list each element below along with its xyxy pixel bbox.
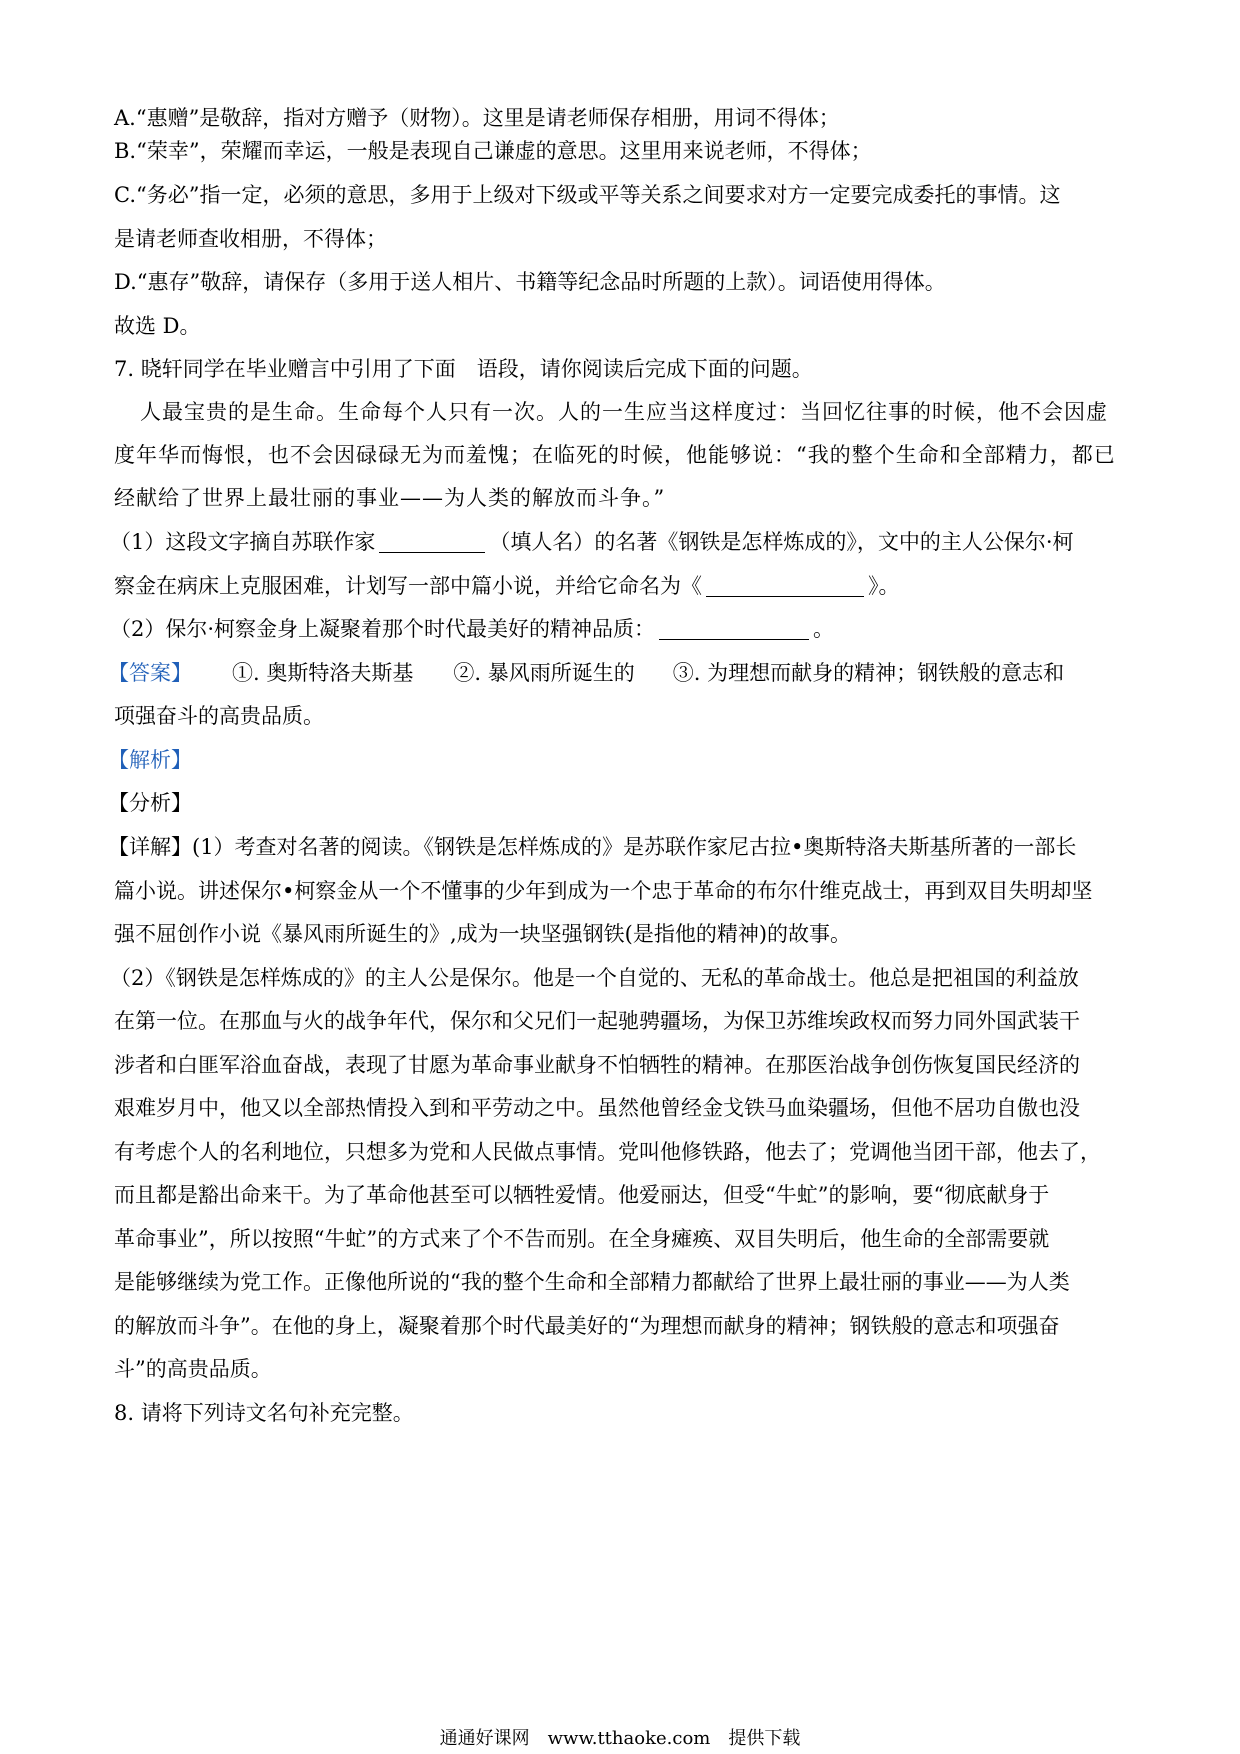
detail-line: 强不屈创作小说《暴风雨所诞生的》,成为一块坚强钢铁(是指他的精神)的故事。 (114, 922, 852, 946)
detail-line: 【详解】(1）考查对名著的阅读。《钢铁是怎样炼成的》是苏联作家尼古拉•奥斯特洛夫斯基所著的一部长 (108, 835, 1077, 859)
quote-line: 经献给了世界上最壮丽的事业——为人类的解放而斗争。” (114, 486, 666, 510)
detail-line: 革命事业”，所以按照“牛虻”的方式来了个不告而别。在全身瘫痪、双目失明后，他生命的全部需要就 (114, 1227, 1050, 1251)
quote-line: 度年华而悔恨，也不会因碌碌无为而羞愧；在临死的时候，他能够说：“我的整个生命和全部精力，都已 (114, 443, 1116, 467)
question-7-stem: 7. 晓轩同学在毕业赠言中引用了下面 语段，请你阅读后完成下面的问题。 (114, 357, 813, 381)
sub-question-1-text: （1）这段文字摘自苏联作家 (110, 530, 376, 554)
sub-question-1-text: （填人名）的名著《钢铁是怎样炼成的》，文中的主人公保尔·柯 (489, 530, 1074, 554)
answer-line (108, 658, 1064, 688)
sub-question-2-text: （2）保尔·柯察金身上凝聚着那个时代最美好的精神品质： (110, 617, 656, 641)
detail-line: （2）《钢铁是怎样炼成的》的主人公是保尔。他是一个自觉的、无私的革命战士。他总是把祖国的利益放 (110, 966, 1079, 990)
option-c-explanation: C.“务必”指一定，必须的意思，多用于上级对下级或平等关系之间要求对方一定要完成委托的事情。这 (114, 183, 1061, 207)
sub-question-1 (110, 527, 1074, 557)
answer-item-2: ②. 暴风雨所诞生的 (453, 661, 635, 685)
author-blank[interactable] (379, 530, 485, 553)
detail-line: 斗”的高贵品质。 (114, 1357, 272, 1381)
sub-question-1-cont (114, 571, 900, 601)
detail-line: 而且都是豁出命来干。为了革命他甚至可以牺牲爱情。他爱丽达，但受“牛虻”的影响，要“彻底献身于 (114, 1183, 1050, 1207)
sub-question-2-text: 。 (813, 617, 835, 641)
question-8-stem: 8. 请将下列诗文名句补充完整。 (114, 1401, 414, 1425)
answer-item-3: ③. 为理想而献身的精神；钢铁般的意志和 (672, 661, 1065, 685)
fenxi-tag: 【分析】 (108, 791, 192, 815)
sub-question-1-text: 》。 (868, 574, 900, 598)
detail-line: 在第一位。在那血与火的战争年代，保尔和父兄们一起驰骋疆场，为保卫苏维埃政权而努力同外国武装干 (114, 1009, 1080, 1033)
quote-line: 人最宝贵的是生命。生命每个人只有一次。人的一生应当这样度过：当回忆往事的时候，他不会因虚 (140, 400, 1108, 424)
option-d-explanation: D.“惠存”敬辞，请保存（多用于送人相片、书籍等纪念品时所题的上款）。词语使用得体。 (114, 270, 946, 294)
option-c-explanation-cont: 是请老师查收相册，不得体； (114, 227, 387, 251)
detail-line: 涉者和白匪军浴血奋战，表现了甘愿为革命事业献身不怕牺牲的精神。在那医治战争创伤恢复国民经济的 (114, 1053, 1080, 1077)
choose-answer: 故选 D。 (114, 314, 201, 338)
answer-continuation: 项强奋斗的高贵品质。 (114, 704, 324, 728)
novel-title-blank[interactable] (706, 574, 864, 597)
detail-line: 篇小说。讲述保尔•柯察金从一个不懂事的少年到成为一个忠于革命的布尔什维克战士，再到双目失明却坚 (114, 879, 1093, 903)
answer-item-1: ①. 奥斯特洛夫斯基 (232, 661, 414, 685)
option-b-explanation: B.“荣幸”，荣耀而幸运，一般是表现自己谦虚的意思。这里用来说老师，不得体； (114, 139, 872, 163)
analysis-tag: 【解析】 (108, 748, 192, 772)
sub-question-1-text: 察金在病床上克服困难，计划写一部中篇小说，并给它命名为《 (114, 574, 702, 598)
detail-line: 艰难岁月中，他又以全部热情投入到和平劳动之中。虽然他曾经金戈铁马血染疆场，但他不居功自傲也没 (114, 1096, 1080, 1120)
detail-line: 有考虑个人的名利地位，只想多为党和人民做点事情。党叫他修铁路，他去了；党调他当团干部，他去了， (114, 1140, 1101, 1164)
quality-blank[interactable] (659, 617, 809, 640)
answer-tag: 【答案】 (108, 661, 192, 685)
sub-question-2 (110, 614, 834, 644)
detail-line: 的解放而斗争”。在他的身上，凝聚着那个时代最美好的“为理想而献身的精神；钢铁般的意志和项强奋 (114, 1314, 1060, 1338)
option-a-explanation: A.“惠赠”是敬辞，指对方赠予（财物）。这里是请老师保存相册，用词不得体； (114, 106, 840, 130)
detail-line: 是能够继续为党工作。正像他所说的“我的整个生命和全部精力都献给了世界上最壮丽的事业——为人类 (114, 1270, 1070, 1294)
page-footer: 通通好课网 www.tthaoke.com 提供下载 (439, 1728, 801, 1749)
